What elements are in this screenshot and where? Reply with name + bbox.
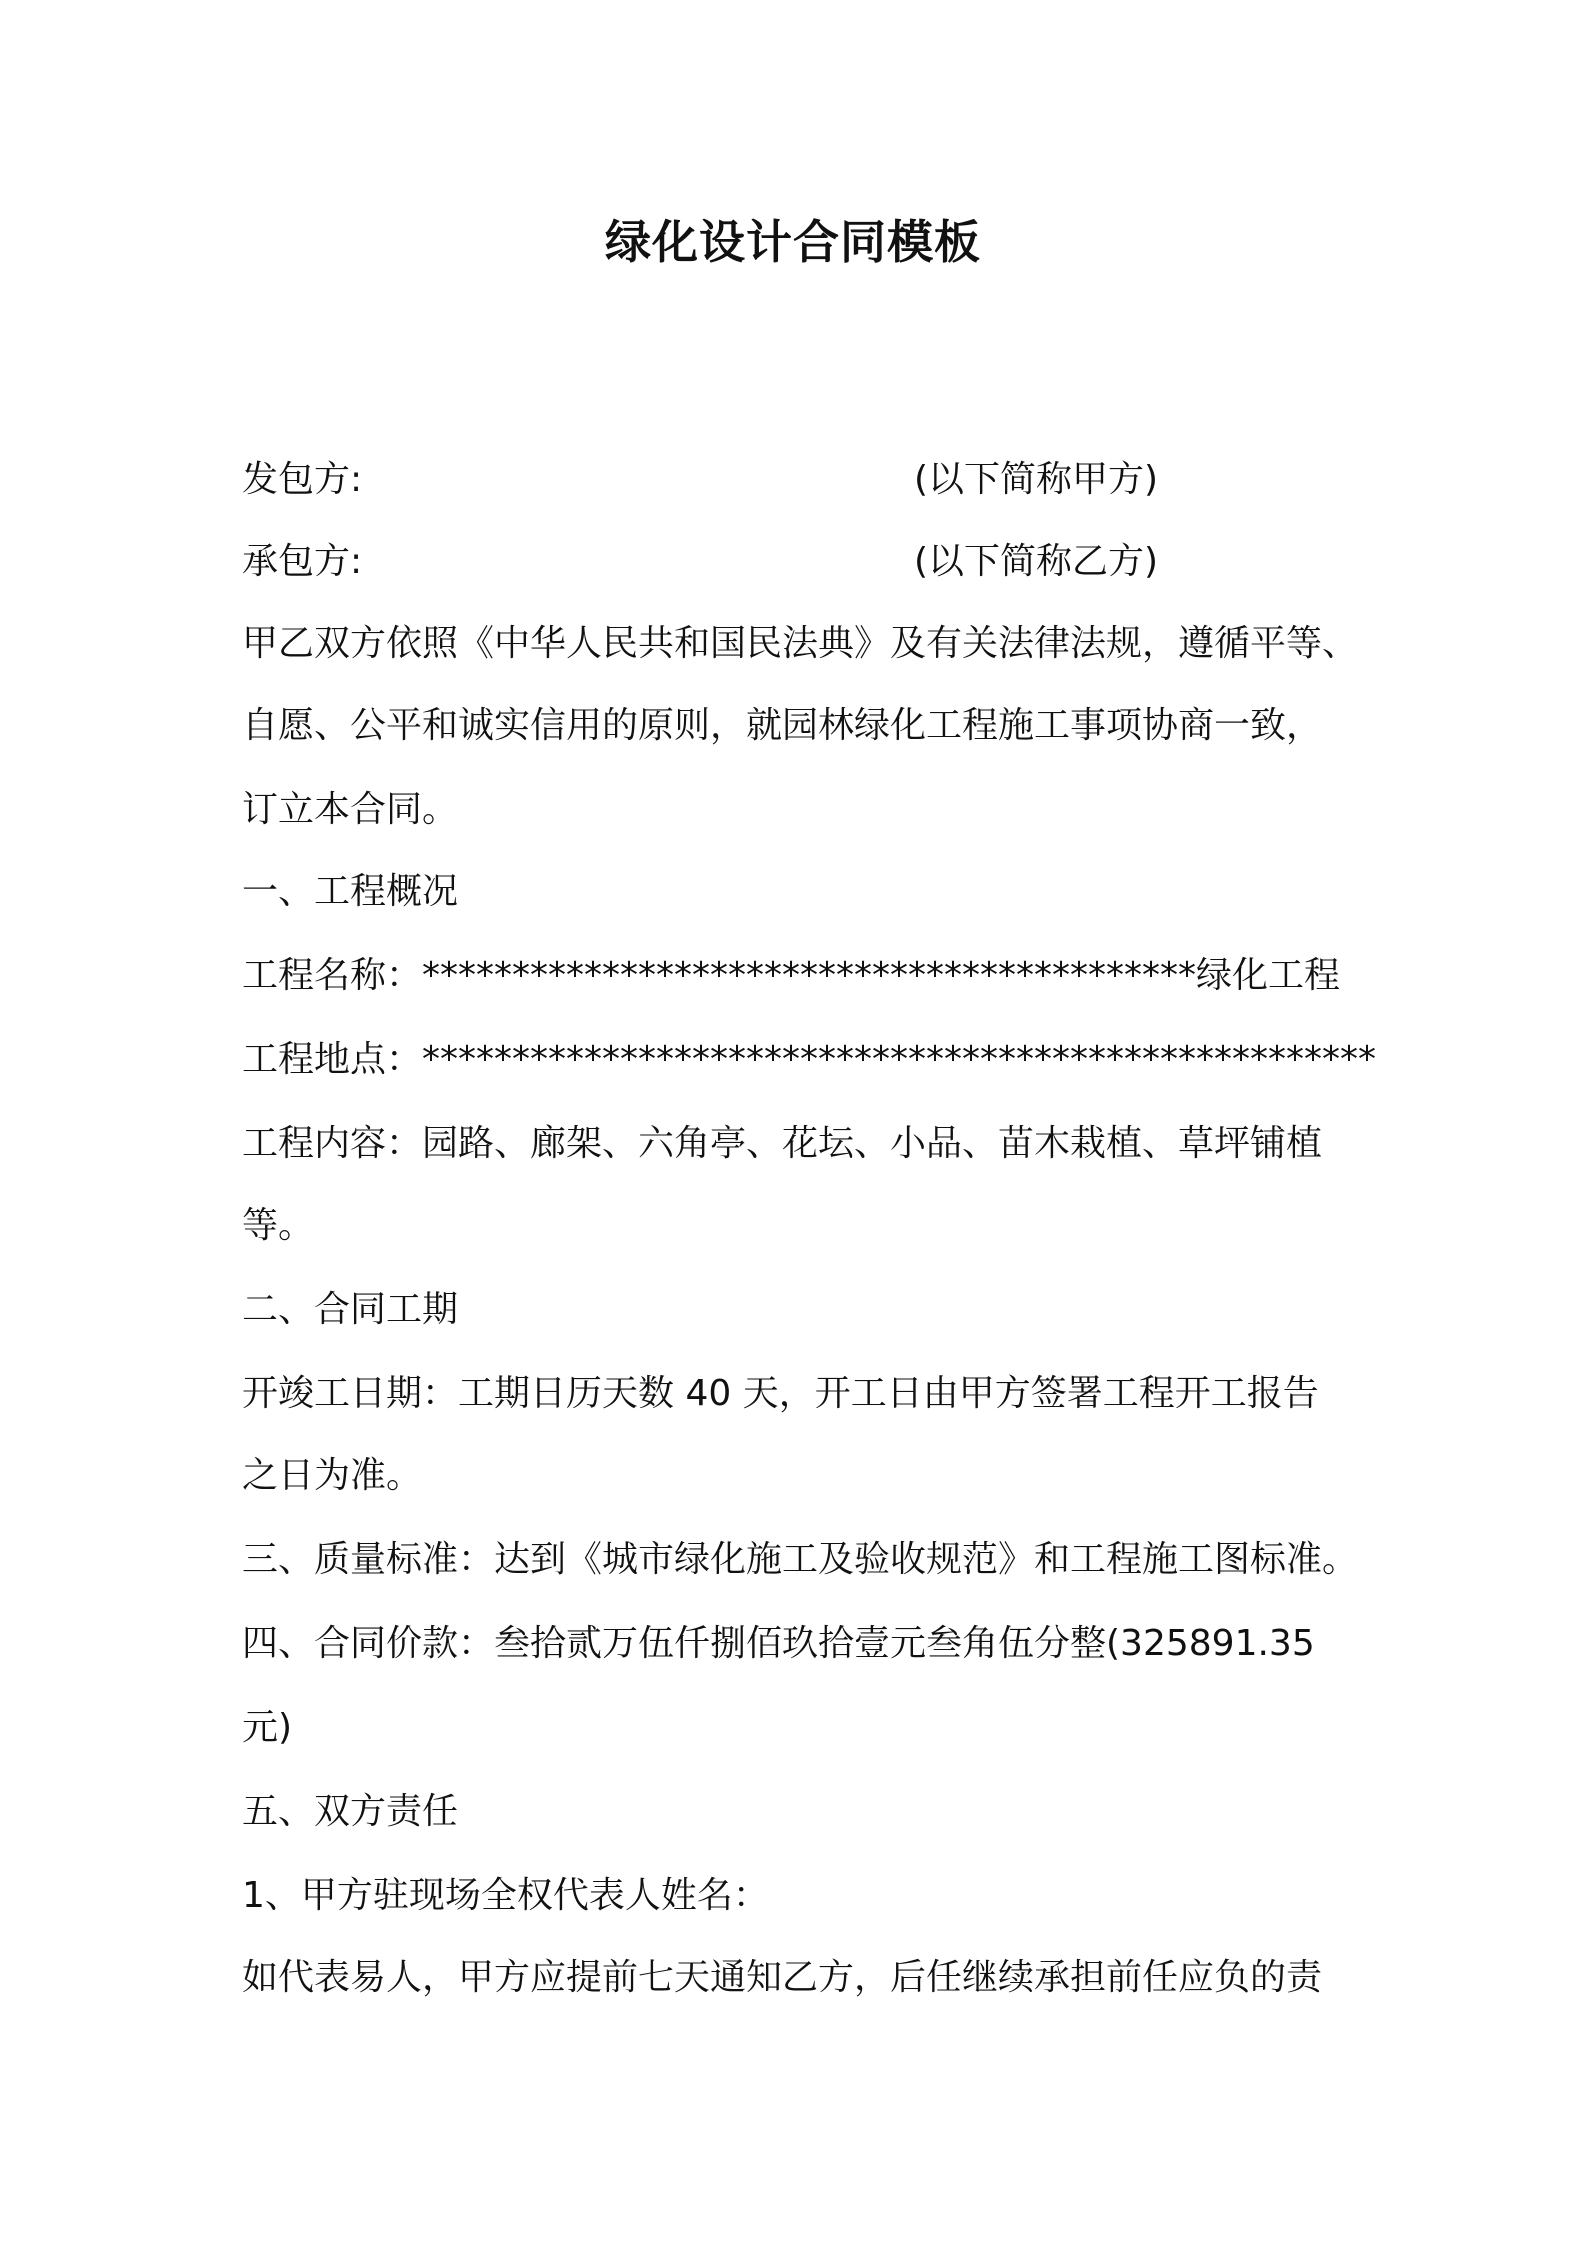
document-title: 绿化设计合同模板 <box>605 215 981 269</box>
contract-price-line-2: 元) <box>242 1707 293 1748</box>
duration-line-2: 之日为准。 <box>242 1455 423 1496</box>
intro-line-3: 订立本合同。 <box>242 789 459 830</box>
project-content-line-2: 等。 <box>242 1205 315 1246</box>
intro-line-2: 自愿、公平和诚实信用的原则，就园林绿化工程施工事项协商一致， <box>242 705 1323 746</box>
intro-line-1: 甲乙双方依照《中华人民共和国民法典》及有关法律法规，遵循平等、 <box>242 623 1359 664</box>
contractor-label: 承包方: <box>242 541 363 582</box>
responsibility-item-1: 1、甲方驻现场全权代表人姓名： <box>242 1875 769 1916</box>
section-heading-duration: 二、合同工期 <box>242 1289 459 1330</box>
contractor-note: (以下简称乙方) <box>914 541 1159 582</box>
project-location-line: 工程地点：***************************************************** <box>242 1039 1377 1080</box>
contract-price-line-1: 四、合同价款：叁拾贰万伍仟捌佰玖拾壹元叁角伍分整(325891.35 <box>242 1623 1315 1664</box>
duration-line-1: 开竣工日期：工期日历天数 40 天，开工日由甲方签署工程开工报告 <box>242 1373 1319 1414</box>
responsibility-item-1-text: 如代表易人，甲方应提前七天通知乙方，后任继续承担前任应负的责 <box>242 1957 1323 1998</box>
issuer-note: (以下简称甲方) <box>914 459 1159 500</box>
issuer-label: 发包方: <box>242 459 363 500</box>
contractor-line <box>242 538 1362 586</box>
quality-standard-line: 三、质量标准：达到《城市绿化施工及验收规范》和工程施工图标准。 <box>242 1539 1359 1580</box>
section-heading-overview: 一、工程概况 <box>242 871 459 912</box>
issuer-line <box>242 456 1362 504</box>
project-content-line-1: 工程内容：园路、廊架、六角亭、花坛、小品、苗木栽植、草坪铺植 <box>242 1123 1323 1164</box>
section-heading-responsibilities: 五、双方责任 <box>242 1791 459 1832</box>
project-name-line: 工程名称：*******************************************绿化工程 <box>242 955 1341 996</box>
